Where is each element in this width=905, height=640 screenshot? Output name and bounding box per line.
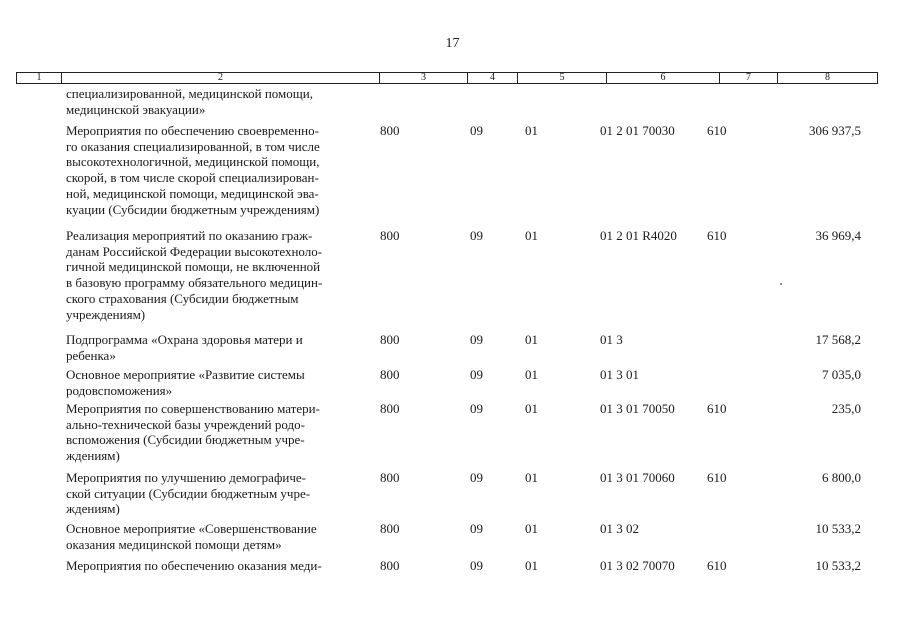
row-col-3: 800 <box>380 470 400 485</box>
row-col-3: 800 <box>380 228 400 243</box>
row-col-7: 610 <box>707 123 727 138</box>
row-col-4: 09 <box>470 521 483 536</box>
row-col-8: 17 568,2 <box>815 332 861 347</box>
row-col-4: 09 <box>470 401 483 416</box>
row-col-3: 800 <box>380 521 400 536</box>
row-description: Основное мероприятие «Развитие системы родовспоможения» <box>66 367 305 398</box>
row-col-7: 610 <box>707 228 727 243</box>
header-col-7: 7 <box>720 73 778 83</box>
row-description: Мероприятия по улучшению демографиче- ской ситуации (Субсидии бюджетным учре- ждениям) <box>66 470 311 517</box>
row-col-6: 01 3 02 <box>600 521 639 536</box>
header-col-6: 6 <box>607 73 720 83</box>
header-col-3: 3 <box>380 73 468 83</box>
row-col-3: 800 <box>380 332 400 347</box>
row-description: специализированной, медицинской помощи, медицинской эвакуации» <box>66 86 313 117</box>
row-col-4: 09 <box>470 367 483 382</box>
row-col-4: 09 <box>470 123 483 138</box>
row-col-5: 01 <box>525 332 538 347</box>
row-col-6: 01 2 01 70030 <box>600 123 675 138</box>
header-col-5: 5 <box>518 73 607 83</box>
row-col-5: 01 <box>525 470 538 485</box>
row-col-4: 09 <box>470 228 483 243</box>
row-col-8: 36 969,4 <box>815 228 861 243</box>
row-description: Основное мероприятие «Совершенствование оказания медицинской помощи детям» <box>66 521 317 552</box>
row-col-6: 01 3 01 <box>600 367 639 382</box>
header-col-8: 8 <box>825 72 830 83</box>
row-col-3: 800 <box>380 123 400 138</box>
row-col-5: 01 <box>525 367 538 382</box>
row-col-8: 6 800,0 <box>822 470 861 485</box>
row-col-5: 01 <box>525 401 538 416</box>
row-col-5: 01 <box>525 558 538 573</box>
row-col-6: 01 3 02 70070 <box>600 558 675 573</box>
row-col-6: 01 3 01 70060 <box>600 470 675 485</box>
row-col-7: 610 <box>707 470 727 485</box>
row-description: Мероприятия по совершенствованию матери- ально-технической базы учреждений родо- вспоможения (Субсидии бюджетным учре- ждениям) <box>66 401 320 464</box>
row-col-8: 306 937,5 <box>809 123 861 138</box>
row-description: Подпрограмма «Охрана здоровья матери и ребенка» <box>66 332 303 363</box>
row-description: Мероприятия по обеспечению оказания меди- <box>66 558 322 573</box>
row-col-4: 09 <box>470 332 483 347</box>
row-description: Мероприятия по обеспечению своевременно- го оказания специализированной, в том числе высокотехнологичной, медицинской помощи, скорой, в том числе скорой специализирован- ной, медицинской помощи, медицинской эва- куации (Субсидии бюджетным учреждениям) <box>66 123 320 217</box>
header-col-1: 1 <box>17 73 62 83</box>
header-col-4: 4 <box>468 73 518 83</box>
scan-speck <box>780 283 782 285</box>
row-col-3: 800 <box>380 558 400 573</box>
row-col-8: 7 035,0 <box>822 367 861 382</box>
row-col-3: 800 <box>380 401 400 416</box>
page-number: 17 <box>445 36 460 51</box>
row-col-8: 10 533,2 <box>815 521 861 536</box>
row-col-5: 01 <box>525 228 538 243</box>
row-col-5: 01 <box>525 521 538 536</box>
table-header <box>16 72 878 84</box>
row-col-6: 01 2 01 R4020 <box>600 228 677 243</box>
row-col-4: 09 <box>470 558 483 573</box>
row-col-7: 610 <box>707 401 727 416</box>
row-col-3: 800 <box>380 367 400 382</box>
row-col-8: 235,0 <box>831 401 861 416</box>
row-col-8: 10 533,2 <box>815 558 861 573</box>
header-col-2: 2 <box>62 73 380 83</box>
row-col-6: 01 3 01 70050 <box>600 401 675 416</box>
row-col-5: 01 <box>525 123 538 138</box>
row-description: Реализация мероприятий по оказанию граж- данам Российской Федерации высокотехноло- гичной медицинской помощи, не включенной в базовую программу обязательного медицин- ского страхования (Субсидии бюджетным учреждениям) <box>66 228 323 322</box>
row-col-7: 610 <box>707 558 727 573</box>
row-col-6: 01 3 <box>600 332 623 347</box>
row-col-4: 09 <box>470 470 483 485</box>
